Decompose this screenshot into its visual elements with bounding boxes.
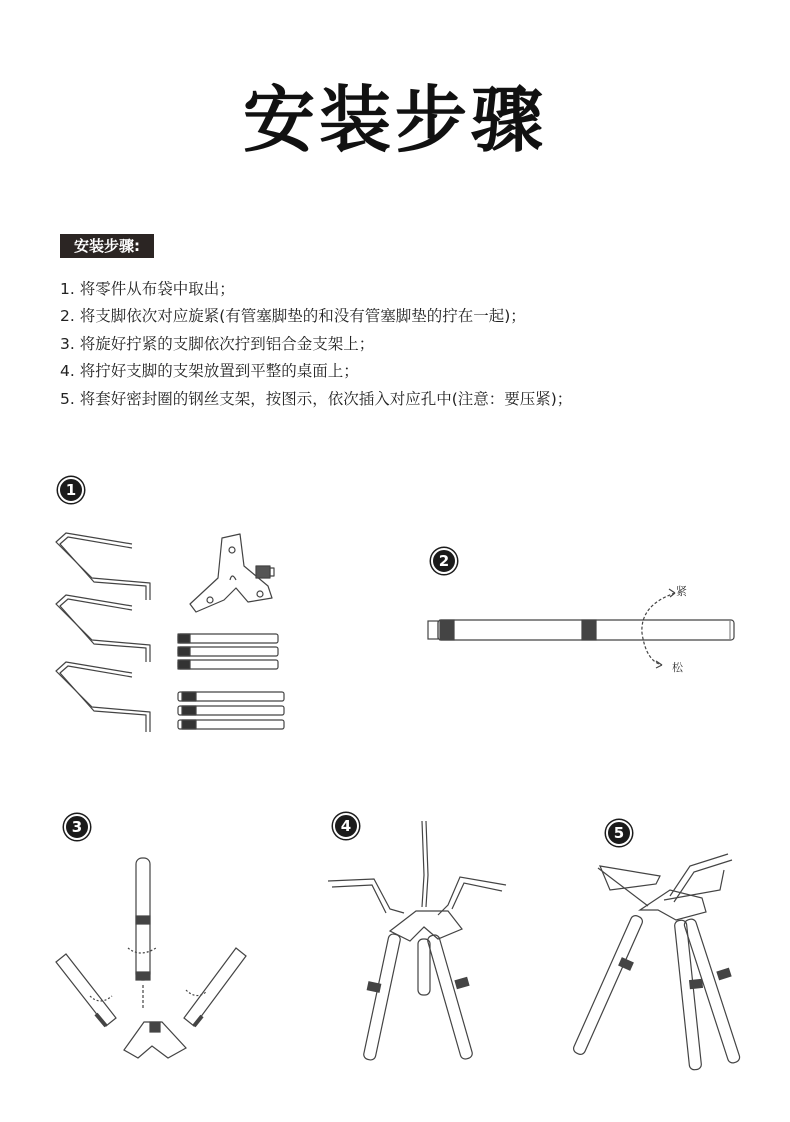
- step-5: 5. 将套好密封圈的钢丝支架，按图示，依次插入对应孔中(注意：要压紧)；: [60, 389, 573, 408]
- step-3: 3. 将旋好拧紧的支脚依次拧到铝合金支架上；: [60, 334, 375, 353]
- step-marker-2: 2: [431, 548, 457, 574]
- step-marker-1: 1: [58, 477, 84, 503]
- section-label: 安装步骤:: [60, 234, 154, 258]
- loosen-label: 松: [672, 661, 683, 674]
- wire-frame-illustration: [56, 533, 150, 600]
- rotation-arrow-icon: [642, 593, 675, 665]
- figure-attach-legs: [40, 850, 270, 1070]
- figure-stand-on-table: [320, 815, 520, 1065]
- step-marker-5: 5: [606, 820, 632, 846]
- page-title: 安装步骤: [242, 78, 547, 162]
- step-1: 1. 将零件从布袋中取出；: [60, 280, 235, 298]
- figure-leg-rotation: [420, 575, 750, 685]
- step-4: 4. 将拧好支脚的支架放置到平整的桌面上；: [60, 362, 359, 381]
- figure-assembled-stand: [570, 840, 770, 1070]
- step-2: 2. 将支脚依次对应旋紧(有管塞脚垫的和没有管塞脚垫的拧在一起)；: [60, 307, 526, 326]
- steps-list: [60, 276, 760, 413]
- step-marker-3: 3: [64, 814, 90, 840]
- center-hub-illustration: [190, 534, 274, 612]
- long-leg-segments: [178, 692, 284, 729]
- wire-frame-illustration: [56, 662, 150, 732]
- figure-parts: [40, 520, 300, 750]
- wire-frame-illustration: [56, 595, 150, 662]
- step-marker-4: 4: [333, 813, 359, 839]
- tighten-label: 紧: [676, 585, 687, 598]
- short-leg-segments: [178, 634, 278, 669]
